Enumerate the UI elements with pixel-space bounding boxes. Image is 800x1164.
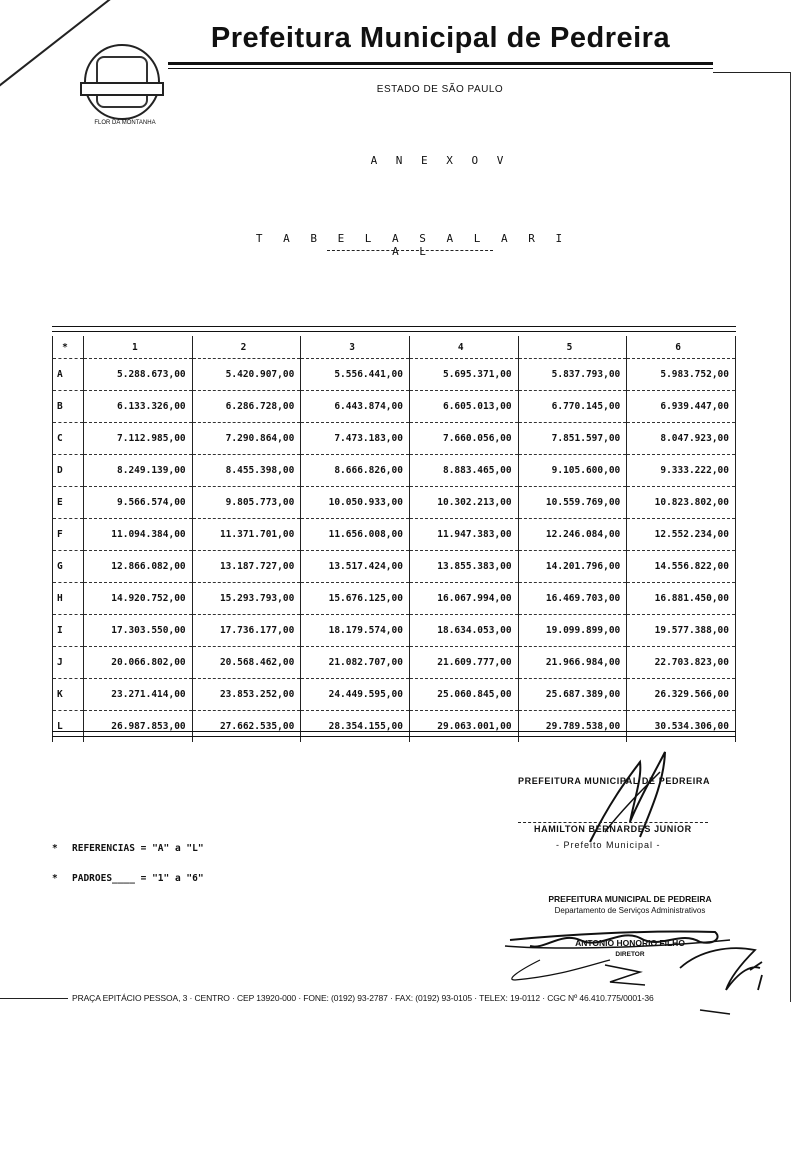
page-title: Prefeitura Municipal de Pedreira bbox=[210, 22, 671, 54]
table-row bbox=[53, 391, 736, 423]
salary-cell: 6.605.013,00 bbox=[409, 391, 518, 423]
mayor-role: - Prefeito Municipal - bbox=[556, 840, 661, 850]
salary-cell: 16.067.994,00 bbox=[409, 583, 518, 615]
salary-cell: 17.736.177,00 bbox=[192, 615, 301, 647]
table-heading-underline bbox=[327, 250, 493, 251]
reference-cell: B bbox=[53, 391, 84, 423]
salary-cell: 29.789.538,00 bbox=[518, 711, 627, 743]
salary-cell: 10.302.213,00 bbox=[409, 487, 518, 519]
salary-cell: 13.187.727,00 bbox=[192, 551, 301, 583]
table-row bbox=[53, 455, 736, 487]
signature-line bbox=[518, 822, 708, 823]
salary-cell: 6.443.874,00 bbox=[301, 391, 410, 423]
salary-cell: 11.656.008,00 bbox=[301, 519, 410, 551]
salary-cell: 7.112.985,00 bbox=[84, 423, 193, 455]
table-row bbox=[53, 679, 736, 711]
salary-table bbox=[52, 336, 736, 742]
salary-cell: 11.947.383,00 bbox=[409, 519, 518, 551]
mayor-signature-icon bbox=[580, 742, 690, 852]
table-bottom-rule bbox=[52, 731, 736, 737]
reference-cell: G bbox=[53, 551, 84, 583]
salary-cell: 23.271.414,00 bbox=[84, 679, 193, 711]
reference-cell: I bbox=[53, 615, 84, 647]
salary-cell: 5.420.907,00 bbox=[192, 359, 301, 391]
salary-cell: 13.517.424,00 bbox=[301, 551, 410, 583]
salary-cell: 20.066.802,00 bbox=[84, 647, 193, 679]
stamp-role: DIRETOR bbox=[615, 951, 645, 958]
salary-cell: 7.660.056,00 bbox=[409, 423, 518, 455]
note-references: * REFERENCIAS = "A" a "L" bbox=[52, 843, 204, 854]
table-row bbox=[53, 551, 736, 583]
table-header-row bbox=[53, 336, 736, 359]
salary-cell: 10.823.802,00 bbox=[627, 487, 736, 519]
salary-cell: 28.354.155,00 bbox=[301, 711, 410, 743]
corner-cell: * bbox=[53, 336, 84, 359]
salary-cell: 26.329.566,00 bbox=[627, 679, 736, 711]
salary-cell: 5.288.673,00 bbox=[84, 359, 193, 391]
salary-cell: 14.556.822,00 bbox=[627, 551, 736, 583]
note-patterns: * PADROES____ = "1" a "6" bbox=[52, 873, 204, 884]
salary-cell: 30.534.306,00 bbox=[627, 711, 736, 743]
salary-cell: 21.609.777,00 bbox=[409, 647, 518, 679]
salary-cell: 8.249.139,00 bbox=[84, 455, 193, 487]
column-header: 6 bbox=[627, 336, 736, 359]
salary-cell: 14.920.752,00 bbox=[84, 583, 193, 615]
salary-cell: 14.201.796,00 bbox=[518, 551, 627, 583]
stamp-name: ANTONIO HONORIO FILHO bbox=[575, 938, 685, 948]
signature-org: PREFEITURA MUNICIPAL DE PEDREIRA bbox=[518, 776, 711, 786]
mayor-name: HAMILTON BERNARDES JUNIOR bbox=[534, 824, 692, 834]
reference-cell: E bbox=[53, 487, 84, 519]
column-header: 5 bbox=[518, 336, 627, 359]
salary-cell: 8.666.826,00 bbox=[301, 455, 410, 487]
salary-cell: 22.703.823,00 bbox=[627, 647, 736, 679]
salary-cell: 17.303.550,00 bbox=[84, 615, 193, 647]
salary-cell: 18.179.574,00 bbox=[301, 615, 410, 647]
salary-cell: 29.063.001,00 bbox=[409, 711, 518, 743]
table-top-rule bbox=[52, 326, 736, 332]
reference-cell: J bbox=[53, 647, 84, 679]
table-row bbox=[53, 615, 736, 647]
salary-cell: 12.552.234,00 bbox=[627, 519, 736, 551]
salary-cell: 5.556.441,00 bbox=[301, 359, 410, 391]
reference-cell: A bbox=[53, 359, 84, 391]
stamp-dept: Departamento de Serviços Administrativos bbox=[554, 906, 706, 915]
salary-cell: 20.568.462,00 bbox=[192, 647, 301, 679]
salary-cell: 13.855.383,00 bbox=[409, 551, 518, 583]
table-row bbox=[53, 423, 736, 455]
table-row bbox=[53, 711, 736, 743]
salary-cell: 19.577.388,00 bbox=[627, 615, 736, 647]
salary-cell: 10.559.769,00 bbox=[518, 487, 627, 519]
table-row bbox=[53, 647, 736, 679]
reference-cell: C bbox=[53, 423, 84, 455]
salary-cell: 21.082.707,00 bbox=[301, 647, 410, 679]
column-header: 1 bbox=[84, 336, 193, 359]
table-row bbox=[53, 519, 736, 551]
column-header: 3 bbox=[301, 336, 410, 359]
state-subtitle: ESTADO DE SÃO PAULO bbox=[376, 84, 504, 95]
salary-cell: 9.566.574,00 bbox=[84, 487, 193, 519]
title-rule-thin bbox=[168, 68, 713, 69]
salary-cell: 6.770.145,00 bbox=[518, 391, 627, 423]
salary-cell: 16.469.703,00 bbox=[518, 583, 627, 615]
salary-cell: 9.333.222,00 bbox=[627, 455, 736, 487]
salary-cell: 9.805.773,00 bbox=[192, 487, 301, 519]
salary-cell: 5.837.793,00 bbox=[518, 359, 627, 391]
salary-cell: 5.695.371,00 bbox=[409, 359, 518, 391]
salary-cell: 8.047.923,00 bbox=[627, 423, 736, 455]
salary-cell: 25.060.845,00 bbox=[409, 679, 518, 711]
salary-cell: 7.290.864,00 bbox=[192, 423, 301, 455]
municipal-seal-icon bbox=[84, 44, 160, 126]
reference-cell: D bbox=[53, 455, 84, 487]
table-row bbox=[53, 583, 736, 615]
notes bbox=[52, 834, 204, 894]
director-signature-icon bbox=[500, 910, 790, 1020]
salary-cell: 16.881.450,00 bbox=[627, 583, 736, 615]
salary-cell: 10.050.933,00 bbox=[301, 487, 410, 519]
salary-cell: 9.105.600,00 bbox=[518, 455, 627, 487]
reference-cell: K bbox=[53, 679, 84, 711]
table-row bbox=[53, 487, 736, 519]
salary-cell: 25.687.389,00 bbox=[518, 679, 627, 711]
reference-cell: H bbox=[53, 583, 84, 615]
footer-address: PRAÇA EPITÁCIO PESSOA, 3 · CENTRO · CEP 13920-000 · FONE: (0192) 93-2787 · FAX: (0192) 93-0105 · TELEX: 19-0112 · CGC Nº 46.410.775/0001-36 bbox=[72, 993, 654, 1003]
table-row bbox=[53, 359, 736, 391]
salary-cell: 6.133.326,00 bbox=[84, 391, 193, 423]
annex-heading: A N E X O V bbox=[370, 154, 510, 167]
salary-cell: 8.455.398,00 bbox=[192, 455, 301, 487]
salary-cell: 12.866.082,00 bbox=[84, 551, 193, 583]
salary-cell: 19.099.899,00 bbox=[518, 615, 627, 647]
seal-motto: FLOR DA MONTANHA bbox=[94, 120, 156, 126]
salary-cell: 18.634.053,00 bbox=[409, 615, 518, 647]
frame-line-right bbox=[790, 72, 791, 1002]
salary-cell: 6.286.728,00 bbox=[192, 391, 301, 423]
reference-cell: F bbox=[53, 519, 84, 551]
salary-cell: 15.293.793,00 bbox=[192, 583, 301, 615]
reference-cell: L bbox=[53, 711, 84, 743]
salary-cell: 15.676.125,00 bbox=[301, 583, 410, 615]
salary-cell: 7.851.597,00 bbox=[518, 423, 627, 455]
salary-cell: 23.853.252,00 bbox=[192, 679, 301, 711]
salary-cell: 26.987.853,00 bbox=[84, 711, 193, 743]
salary-cell: 11.094.384,00 bbox=[84, 519, 193, 551]
salary-cell: 7.473.183,00 bbox=[301, 423, 410, 455]
salary-cell: 6.939.447,00 bbox=[627, 391, 736, 423]
salary-cell: 24.449.595,00 bbox=[301, 679, 410, 711]
salary-cell: 5.983.752,00 bbox=[627, 359, 736, 391]
stamp-org: PREFEITURA MUNICIPAL DE PEDREIRA bbox=[548, 894, 712, 904]
footer-rule bbox=[0, 998, 68, 999]
column-header: 4 bbox=[409, 336, 518, 359]
salary-cell: 21.966.984,00 bbox=[518, 647, 627, 679]
column-header: 2 bbox=[192, 336, 301, 359]
salary-cell: 27.662.535,00 bbox=[192, 711, 301, 743]
table-heading: T A B E L A S A L A R I A L bbox=[255, 232, 570, 258]
salary-cell: 8.883.465,00 bbox=[409, 455, 518, 487]
title-rule bbox=[168, 62, 713, 65]
salary-cell: 12.246.084,00 bbox=[518, 519, 627, 551]
frame-line-top bbox=[713, 72, 791, 73]
salary-cell: 11.371.701,00 bbox=[192, 519, 301, 551]
